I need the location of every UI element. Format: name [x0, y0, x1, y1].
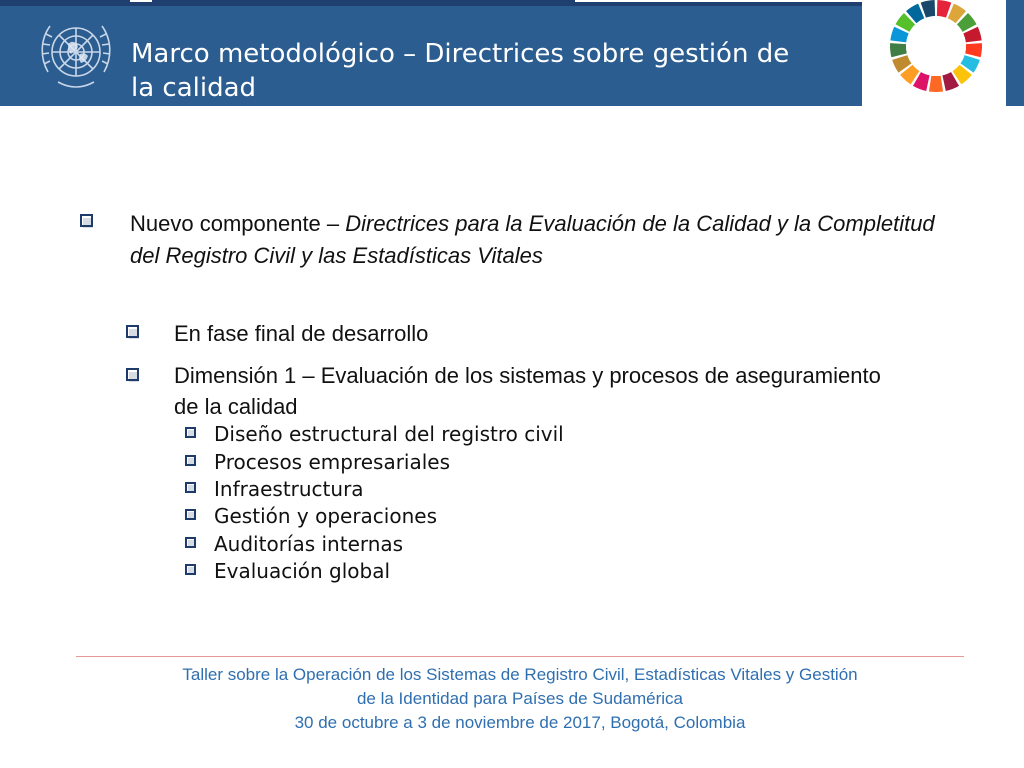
checkbox-bullet-icon — [126, 368, 139, 381]
list-item: Gestión y operaciones — [214, 504, 437, 528]
slide-title-line1: Marco metodológico – Directrices sobre gestión de — [131, 39, 790, 69]
list-item: Procesos empresariales — [214, 450, 451, 474]
checkbox-bullet-icon — [126, 325, 139, 338]
checkbox-bullet-icon — [185, 537, 196, 548]
sub-bullet-dimension-1: Dimensión 1 – Evaluación de los sistemas y procesos de aseguramiento de la calidad — [174, 363, 881, 419]
checkbox-bullet-icon — [185, 482, 196, 493]
footer-divider — [76, 656, 964, 657]
checkbox-bullet-icon — [185, 427, 196, 438]
list-item: Auditorías internas — [214, 532, 404, 556]
footer-line2: de la Identidad para Países de Sudamérica — [356, 689, 684, 708]
checkbox-bullet-icon — [185, 564, 196, 575]
list-item: Evaluación global — [214, 559, 391, 583]
bullet-nuevo-componente — [130, 208, 950, 272]
list-item: Diseño estructural del registro civil — [214, 422, 564, 446]
checkbox-bullet-icon — [185, 509, 196, 520]
bullet-text-italic: Directrices para la Evaluación de la Calidad y la Completitud del Registro Civil y las Estadísticas Vitales — [130, 211, 935, 268]
footer-line1: Taller sobre la Operación de los Sistemas de Registro Civil, Estadísticas Vitales y Gestión — [182, 665, 858, 684]
checkbox-bullet-icon — [185, 455, 196, 466]
slide-title-line2: la calidad — [131, 73, 257, 103]
checkbox-bullet-icon — [80, 214, 93, 227]
footer — [100, 663, 940, 735]
bullet-text: Nuevo componente – — [130, 211, 346, 236]
footer-line3: 30 de octubre a 3 de noviembre de 2017, Bogotá, Colombia — [294, 713, 746, 732]
sub-bullet-fase-final: En fase final de desarrollo — [174, 321, 429, 346]
list-item: Infraestructura — [214, 477, 364, 501]
